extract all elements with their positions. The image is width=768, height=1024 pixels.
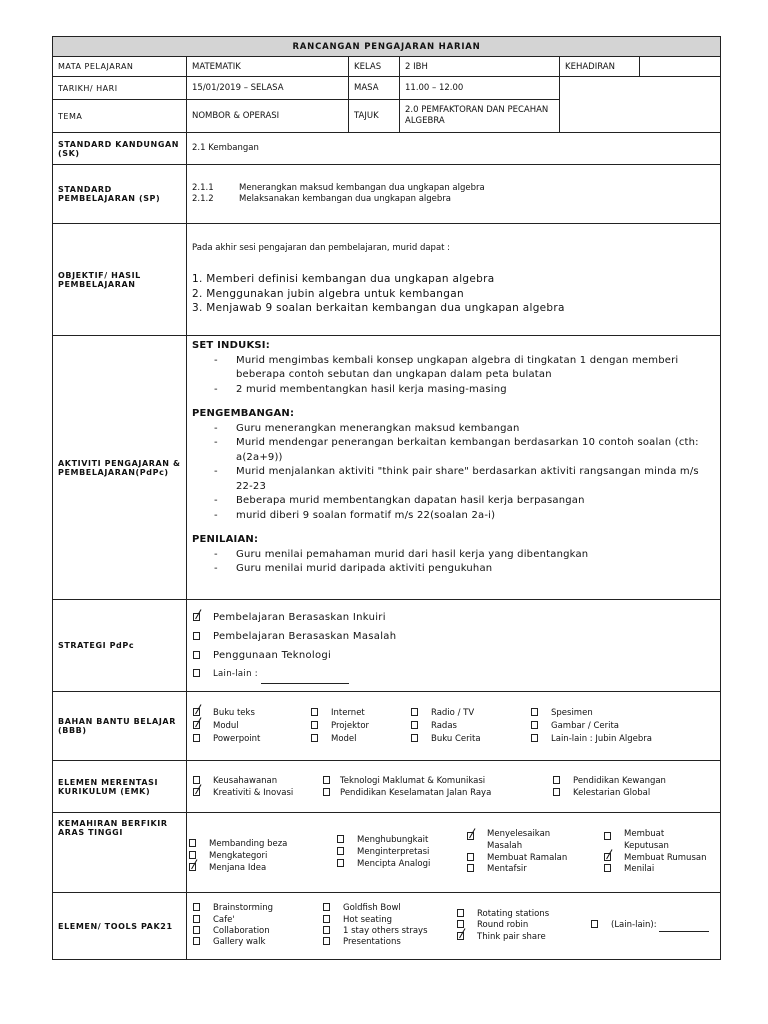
objective-item: 2. Menggunakan jubin algebra untuk kembangan (192, 287, 464, 300)
kbat-col (604, 829, 734, 877)
date-label: TARIKH/ HARI (53, 77, 187, 100)
kbat-content (187, 813, 721, 893)
pak21-content (187, 893, 721, 960)
set-induction-heading: SET INDUKSI: (192, 340, 270, 351)
checkbox-icon[interactable] (323, 937, 330, 945)
emk-row (53, 761, 721, 813)
emk-item[interactable]: Pendidikan Kewangan (553, 776, 753, 786)
objective-item: 3. Menjawab 9 soalan berkaitan kembangan dua ungkapan algebra (192, 302, 565, 315)
checkbox-icon[interactable] (193, 734, 200, 742)
activity-item: - Murid mengimbas kembali konsep ungkapan algebra di tingkatan 1 dengan memberi beberapa contoh sebutan dan ungkapan dalam peta bulatan (214, 354, 679, 380)
bbb-item[interactable]: Spesimen (531, 708, 661, 718)
sp-item-text: Melaksanakan kembangan dua ungkapan algebra (239, 194, 452, 204)
bbb-item[interactable]: Lain-lain : Jubin Algebra (531, 734, 661, 744)
activity-item: - Guru menerangkan menerangkan maksud kembangan (214, 422, 520, 434)
kbat-item[interactable]: Menilai (604, 864, 734, 876)
checkbox-icon[interactable] (553, 776, 560, 784)
checkbox-checked-icon[interactable] (457, 932, 464, 940)
kbat-item[interactable]: Menjana Idea (189, 863, 337, 875)
checkbox-checked-icon[interactable] (193, 613, 200, 621)
pak21-col (323, 903, 457, 949)
sk-row (53, 133, 721, 165)
pak21-item[interactable]: Think pair share (457, 932, 591, 943)
lesson-plan-document (52, 36, 720, 960)
bbb-label: BAHAN BANTU BELAJAR (BBB) (53, 692, 187, 761)
checkbox-checked-icon[interactable] (467, 832, 474, 840)
objective-intro: Pada akhir sesi pengajaran dan pembelajaran, murid dapat : (192, 242, 451, 253)
bbb-item[interactable]: Projektor (311, 721, 411, 731)
checkbox-icon[interactable] (193, 926, 200, 934)
pak21-row (53, 893, 721, 960)
sp-item (192, 183, 715, 194)
pak21-item[interactable]: Brainstorming (193, 903, 323, 914)
checkbox-icon[interactable] (193, 937, 200, 945)
strategy-label: STRATEGI PdPc (53, 600, 187, 692)
checkbox-icon[interactable] (323, 915, 330, 923)
checkbox-icon[interactable] (323, 903, 330, 911)
checkbox-checked-icon[interactable] (193, 708, 200, 716)
emk-item[interactable]: Kreativiti & Inovasi (193, 788, 323, 798)
checkbox-icon[interactable] (411, 734, 418, 742)
bbb-item[interactable]: Modul (193, 721, 311, 731)
objective-item: 1. Memberi definisi kembangan dua ungkapan algebra (192, 272, 495, 285)
emk-item[interactable]: Keusahawanan (193, 776, 323, 786)
strategy-item-technology[interactable]: Penggunaan Teknologi (193, 646, 715, 665)
bbb-content (187, 692, 721, 761)
checkbox-icon[interactable] (457, 909, 464, 917)
pak21-item[interactable]: 1 stay others strays (323, 926, 457, 937)
lesson-plan-table (52, 36, 721, 960)
pak21-item[interactable]: Gallery walk (193, 937, 323, 948)
pak21-col (457, 909, 591, 943)
bbb-item[interactable]: Radas (411, 721, 531, 731)
checkbox-icon[interactable] (591, 920, 598, 928)
development-heading: PENGEMBANGAN: (192, 408, 295, 419)
pak21-col (591, 920, 741, 931)
sk-label: STANDARD KANDUNGAN (SK) (53, 133, 187, 165)
kbat-grid (189, 829, 715, 877)
sp-row (53, 165, 721, 224)
emk-content (187, 761, 721, 813)
objective-label: OBJEKTIF/ HASIL PEMBELAJARAN (53, 224, 187, 336)
evaluation-heading: PENILAIAN: (192, 534, 259, 545)
activities-content (187, 336, 721, 600)
attendance-label: KEHADIRAN (560, 57, 640, 77)
activity-item: - 2 murid membentangkan hasil kerja masing-masing (214, 383, 507, 395)
kbat-item[interactable]: Menginterpretasi (337, 847, 467, 859)
activity-item: - Guru menilai murid daripada aktiviti pengukuhan (214, 563, 493, 574)
emk-item[interactable]: Pendidikan Keselamatan Jalan Raya (323, 788, 553, 798)
strategy-item-inquiry[interactable]: Pembelajaran Berasaskan Inkuiri (193, 608, 715, 627)
strategy-item-other[interactable]: Lain-lain : (193, 665, 715, 684)
theme-label: TEMA (53, 100, 187, 133)
strategy-row (53, 600, 721, 692)
subject-label: MATA PELAJARAN (53, 57, 187, 77)
pak21-grid (193, 903, 715, 949)
sp-label: STANDARD PEMBELAJARAN (SP) (53, 165, 187, 224)
checkbox-icon[interactable] (193, 915, 200, 923)
bbb-row (53, 692, 721, 761)
bbb-item[interactable]: Model (311, 734, 411, 744)
date-value: 15/01/2019 – SELASA (187, 77, 349, 100)
strategy-item-problem[interactable]: Pembelajaran Berasaskan Masalah (193, 627, 715, 646)
title-row (53, 37, 721, 57)
activity-item: - Beberapa murid membentangkan dapatan hasil kerja berpasangan (214, 495, 585, 506)
kbat-item[interactable]: Mentafsir (467, 864, 604, 876)
checkbox-icon[interactable] (311, 734, 318, 742)
pak21-item[interactable]: Round robin (457, 920, 591, 931)
subject-row (53, 57, 721, 77)
date-row (53, 77, 721, 100)
strategy-content (187, 600, 721, 692)
attendance-value (640, 57, 721, 77)
bbb-item[interactable]: Buku Cerita (411, 734, 531, 744)
activities-row (53, 336, 721, 600)
checkbox-icon[interactable] (311, 721, 318, 729)
sp-content (187, 165, 721, 224)
checkbox-icon[interactable] (411, 721, 418, 729)
sk-value: 2.1 Kembangan (187, 133, 721, 165)
pak21-item[interactable]: Rotating stations (457, 909, 591, 920)
bbb-item[interactable]: Internet (311, 708, 411, 718)
pak21-item[interactable]: Presentations (323, 937, 457, 948)
pak21-item[interactable]: Goldfish Bowl (323, 903, 457, 914)
activity-item: - Murid mendengar penerangan berkaitan kembangan berdasarkan 10 contoh soalan (cth: a(2a+9)) (214, 437, 699, 463)
sp-item-num: 2.1.1 (192, 182, 214, 193)
objective-list (192, 272, 715, 316)
attendance-blank (560, 77, 721, 133)
kbat-item[interactable]: Menghubungkait (337, 835, 467, 847)
kbat-col (467, 829, 604, 877)
bbb-item[interactable]: Radio / TV (411, 708, 531, 718)
time-value: 11.00 – 12.00 (400, 77, 560, 100)
checkbox-checked-icon[interactable] (604, 853, 611, 861)
kbat-item[interactable]: Membuat Ramalan (467, 853, 604, 865)
document-title: RANCANGAN PENGAJARAN HARIAN (53, 37, 721, 57)
checkbox-icon[interactable] (553, 788, 560, 796)
pak21-item[interactable]: Collaboration (193, 926, 323, 937)
sp-item (192, 194, 715, 205)
other-blank-line (659, 923, 709, 932)
activity-item: - murid diberi 9 soalan formatif m/s 22(soalan 2a-i) (214, 509, 496, 521)
sp-item-num: 2.1.2 (192, 194, 214, 204)
pak21-label: ELEMEN/ TOOLS PAK21 (53, 893, 187, 960)
topic-label: TAJUK (349, 100, 400, 133)
emk-label: ELEMEN MERENTASI KURIKULUM (EMK) (53, 761, 187, 813)
emk-item[interactable]: Kelestarian Global (553, 788, 753, 798)
checkbox-icon[interactable] (193, 669, 200, 677)
checkbox-icon[interactable] (531, 734, 538, 742)
objective-row (53, 224, 721, 336)
pak21-col (193, 903, 323, 949)
checkbox-icon[interactable] (467, 853, 474, 861)
checkbox-icon[interactable] (337, 847, 344, 855)
checkbox-icon[interactable] (411, 708, 418, 716)
topic-value: 2.0 PEMFAKTORAN DAN PECAHAN ALGEBRA (400, 100, 560, 133)
kbat-item[interactable]: Mencipta Analogi (337, 859, 467, 871)
checkbox-checked-icon[interactable] (189, 863, 196, 871)
emk-item[interactable]: Teknologi Maklumat & Komunikasi (323, 776, 553, 786)
theme-value: NOMBOR & OPERASI (187, 100, 349, 133)
bbb-item[interactable]: Buku teks (193, 708, 311, 718)
checkbox-icon[interactable] (467, 864, 474, 872)
checkbox-icon[interactable] (604, 864, 611, 872)
kbat-item[interactable]: Membuat Keputusan (604, 829, 734, 853)
checkbox-icon[interactable] (323, 926, 330, 934)
checkbox-icon[interactable] (311, 708, 318, 716)
bbb-item[interactable]: Powerpoint (193, 734, 311, 744)
pak21-item[interactable]: Hot seating (323, 915, 457, 926)
kbat-item[interactable]: Mengkategori (189, 851, 337, 863)
pak21-item[interactable]: Cafe' (193, 915, 323, 926)
checkbox-icon[interactable] (193, 903, 200, 911)
activity-item: - Guru menilai pemahaman murid dari hasil kerja yang dibentangkan (214, 548, 589, 560)
checkbox-icon[interactable] (189, 839, 196, 847)
checkbox-checked-icon[interactable] (193, 721, 200, 729)
class-value: 2 IBH (400, 57, 560, 77)
activity-item: - Murid menjalankan aktiviti "think pair share" berdasarkan aktiviti rangsangan minda m/s 22-23 (214, 466, 699, 492)
checkbox-icon[interactable] (531, 721, 538, 729)
checkbox-icon[interactable] (323, 776, 330, 784)
checkbox-icon[interactable] (337, 835, 344, 843)
emk-grid (193, 776, 715, 798)
checkbox-icon[interactable] (323, 788, 330, 796)
subject-value: MATEMATIK (187, 57, 349, 77)
class-label: KELAS (349, 57, 400, 77)
checkbox-icon[interactable] (193, 651, 200, 659)
sp-item-text: Menerangkan maksud kembangan dua ungkapan algebra (239, 182, 485, 193)
kbat-item[interactable]: Membuat Rumusan (604, 853, 734, 865)
checkbox-icon[interactable] (531, 708, 538, 716)
checkbox-icon[interactable] (193, 632, 200, 640)
checkbox-checked-icon[interactable] (193, 788, 200, 796)
bbb-grid (193, 708, 715, 744)
kbat-row (53, 813, 721, 893)
kbat-col (189, 829, 337, 877)
activities-label: AKTIVITI PENGAJARAN & PEMBELAJARAN(PdPc) (53, 336, 187, 600)
kbat-label: KEMAHIRAN BERFIKIR ARAS TINGGI (53, 813, 187, 893)
pak21-item-other[interactable]: (Lain-lain): (591, 920, 741, 931)
checkbox-icon[interactable] (604, 832, 611, 840)
kbat-col (337, 829, 467, 877)
kbat-item[interactable]: Menyelesaikan Masalah (467, 829, 604, 853)
objective-content (187, 224, 721, 336)
bbb-item[interactable]: Gambar / Cerita (531, 721, 661, 731)
other-blank-line (261, 675, 349, 684)
kbat-item[interactable]: Membanding beza (189, 839, 337, 851)
time-label: MASA (349, 77, 400, 100)
checkbox-icon[interactable] (337, 859, 344, 867)
